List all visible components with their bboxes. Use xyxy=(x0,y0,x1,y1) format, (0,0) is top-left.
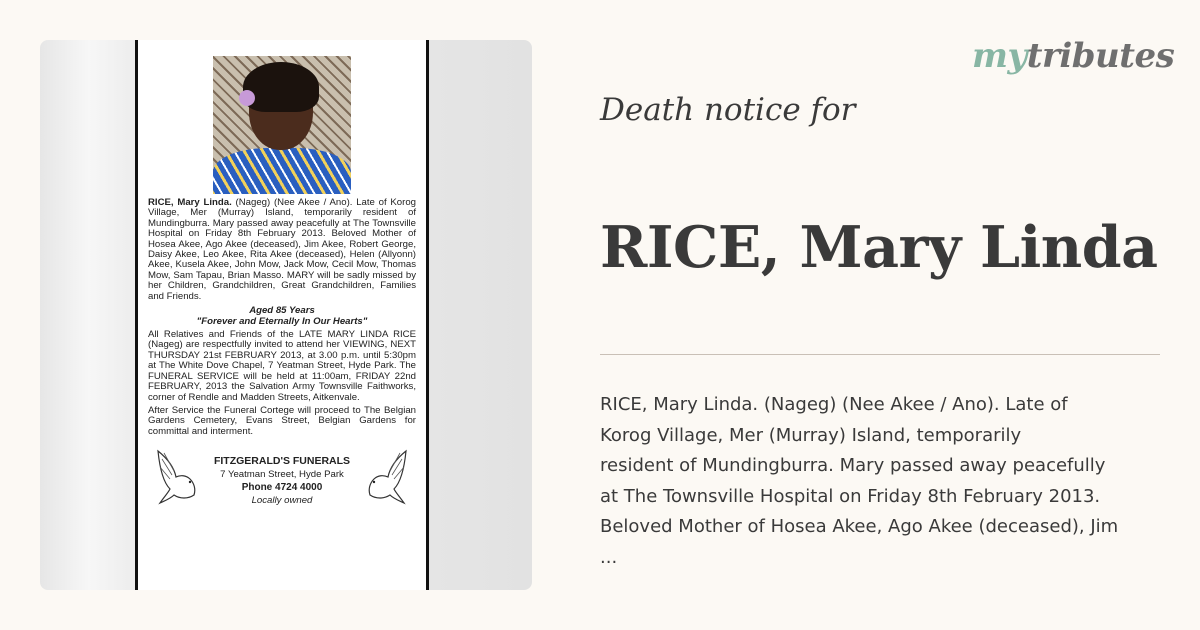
notice-body-2 xyxy=(148,330,416,437)
deceased-name-title: RICE, Mary Linda xyxy=(600,214,1158,281)
funeral-home-tagline: Locally owned xyxy=(251,495,313,507)
notice-name: RICE, Mary Linda. xyxy=(148,197,232,208)
photo-hair-shape xyxy=(243,62,319,112)
notice-age: Aged 85 Years xyxy=(249,305,315,317)
notice-quote: "Forever and Eternally In Our Hearts" xyxy=(196,316,368,328)
logo-my: my xyxy=(972,36,1027,76)
funeral-home-name: FITZGERALD'S FUNERALS xyxy=(213,455,351,468)
divider xyxy=(600,354,1160,355)
portrait-photo xyxy=(213,56,351,194)
excerpt-line: Beloved Mother of Hosea Akee, Ago Akee (deceased), Jim xyxy=(600,516,1119,537)
notice-paragraph-2: All Relatives and Friends of the LATE MARY LINDA RICE (Nageg) are respectfully invited to attend her VIEWING, NEXT THURSDAY 21st FEBRUARY 2013, at 3.00 p.m. until 5:30pm at The White Dove Chapel, 7 Yeatman Street, Hyde Park. The FUNERAL SERVICE will be held at 11:00am, FRIDAY 22nd FEBRUARY, 2013 the Salvation Army Townsville Faithworks, corner of Rendle and Madden Streets, Aitkenvale. xyxy=(148,329,416,403)
notice-paragraph-1 xyxy=(148,198,416,302)
excerpt-line: at The Townsville Hospital on Friday 8th February 2013. xyxy=(600,485,1101,507)
notice-para1: Late of Korog Village, Mer (Murray) Island, temporarily resident of Mundingburra. Mary passed away peacefully at The Townsville Hospital on Friday 8th February 2013. Beloved Mother of Hosea Akee, Ago Akee (deceased), Jim Akee, Robert George, Daisy Akee, Leo Akee, Rita Akee (deceased), Helen (Allyonn) Akee, Kusela Akee, John Mow, Jack Mow, Cecil Mow, Thomas Mow, Sam Tapau, Brian Masso. MARY will be sadly missed by her Children, Grandchildren, Great Grandchildren, Families and Friends. xyxy=(148,197,417,302)
funeral-home-address: 7 Yeatman Street, Hyde Park xyxy=(220,469,344,481)
excerpt-line: RICE, Mary Linda. (Nageg) (Nee Akee / Ano). Late of xyxy=(600,394,1068,415)
notice-name-details: (Nageg) (Nee Akee / Ano). xyxy=(231,197,353,208)
funeral-home-phone: Phone 4724 4000 xyxy=(241,482,323,494)
notice-excerpt xyxy=(600,390,1170,573)
notice-image-panel xyxy=(40,40,532,590)
photo-flower-shape xyxy=(239,90,255,106)
excerpt-line: Korog Village, Mer (Murray) Island, temporarily xyxy=(600,424,1022,446)
dove-left-icon xyxy=(154,449,202,505)
mytributes-logo[interactable] xyxy=(972,36,1174,80)
notice-body xyxy=(148,198,416,302)
dove-right-icon xyxy=(362,449,410,505)
notice-subtitle: Death notice for xyxy=(600,92,856,128)
photo-dress-shape xyxy=(213,148,351,194)
logo-tributes: tributes xyxy=(1026,36,1175,76)
funeral-home-block xyxy=(148,447,416,517)
notice-age-block xyxy=(148,305,416,327)
newspaper-notice xyxy=(135,40,429,590)
excerpt-ellipsis: ... xyxy=(600,546,618,568)
excerpt-line: resident of Mundingburra. Mary passed away peacefully xyxy=(600,455,1106,476)
notice-paragraph-3: After Service the Funeral Cortege will proceed to The Belgian Gardens Cemetery, Evans Street, Belgian Gardens for committal and interment. xyxy=(148,404,416,437)
